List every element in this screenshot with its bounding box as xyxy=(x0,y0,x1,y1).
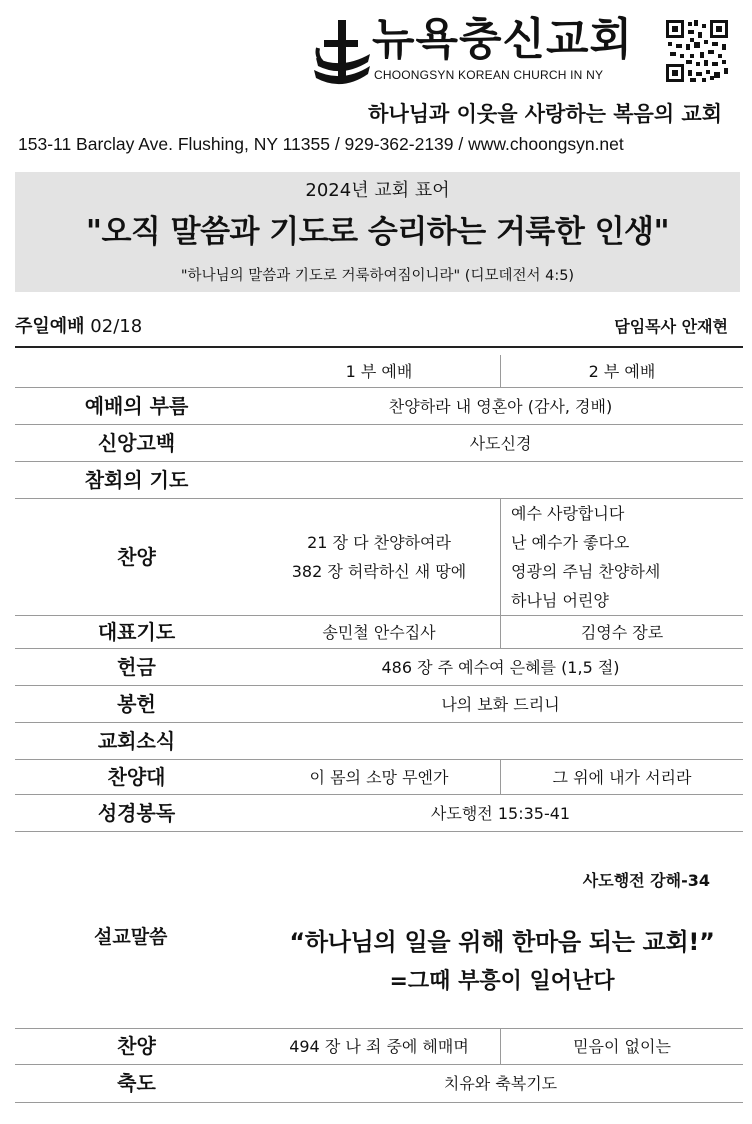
order-row-call-to-worship xyxy=(15,388,743,425)
closing-hymn-col2: 믿음이 없이는 xyxy=(500,1029,743,1064)
senior-pastor: 담임목사 안재현 xyxy=(614,317,728,336)
col1-header: 1 부 예배 xyxy=(345,361,413,381)
sermon-series: 사도행전 강해-34 xyxy=(582,871,710,890)
order-row-creed xyxy=(15,425,743,462)
order-label: 교회소식 xyxy=(97,728,176,753)
prayer-col1: 송민철 안수집사 xyxy=(322,622,436,642)
song-line: 예수 사랑합니다 xyxy=(511,504,625,523)
order-row-scripture xyxy=(15,795,743,832)
qr-code-icon xyxy=(666,20,728,82)
service-date: 02/18 xyxy=(90,316,143,337)
song-line: 하나님 어린양 xyxy=(511,591,609,610)
order-value: 사도행전 15:35-41 xyxy=(430,803,571,823)
order-label: 신앙고백 xyxy=(97,430,176,455)
motto-verse: "하나님의 말씀과 기도로 거룩하여짐이니라" (디모데전서 4:5) xyxy=(180,268,575,284)
order-row-dedication xyxy=(15,686,743,723)
motto-banner xyxy=(15,172,740,292)
praise-col1 xyxy=(258,499,500,615)
order-label: 대표기도 xyxy=(97,619,176,644)
order-label: 예배의 부름 xyxy=(84,393,189,418)
sermon-label: 설교말씀 xyxy=(94,926,168,948)
choir-col2: 그 위에 내가 서리라 xyxy=(500,760,743,794)
motto-title: "오직 말씀과 기도로 승리하는 거룩한 인생" xyxy=(85,214,670,250)
order-label: 찬양대 xyxy=(107,764,166,789)
song-line: 난 예수가 좋다오 xyxy=(511,533,630,552)
order-label: 성경봉독 xyxy=(97,800,176,825)
order-label: 참회의 기도 xyxy=(84,467,189,492)
church-name-english: CHOONGSYN KOREAN CHURCH IN NY xyxy=(374,68,604,82)
col2-header: 2 부 예배 xyxy=(500,355,743,387)
order-row-prayer xyxy=(15,616,743,649)
church-address: 153-11 Barclay Ave. Flushing, NY 11355 / 929-362-2139 / www.choongsyn.net xyxy=(18,134,624,154)
order-value: 치유와 축복기도 xyxy=(443,1074,558,1093)
prayer-col2: 김영수 장로 xyxy=(500,616,743,648)
order-label: 봉헌 xyxy=(117,691,156,716)
service-name: 주일예배 xyxy=(15,316,85,337)
song-line: 영광의 주님 찬양하세 xyxy=(511,562,661,581)
order-row-choir xyxy=(15,760,743,795)
order-row-announcements xyxy=(15,723,743,760)
closing-row-hymn xyxy=(15,1029,743,1065)
sermon-title: “하나님의 일을 위해 한마음 되는 교회!” xyxy=(289,928,715,956)
order-label: 헌금 xyxy=(117,654,156,679)
praise-col2 xyxy=(500,499,743,615)
order-label: 축도 xyxy=(117,1071,156,1095)
order-value: 486 장 주 예수여 은혜를 (1,5 절) xyxy=(381,657,620,677)
closing-row-benediction xyxy=(15,1065,743,1103)
order-value: 나의 보화 드리니 xyxy=(441,694,560,714)
church-slogan: 하나님과 이웃을 사랑하는 복음의 교회 xyxy=(368,102,722,126)
divider xyxy=(15,346,743,348)
cross-ship-logo-icon xyxy=(312,18,372,88)
service-title xyxy=(15,312,142,338)
church-name: 뉴욕충신교회 xyxy=(372,14,634,65)
order-label: 찬양 xyxy=(117,1034,156,1058)
order-row-confession xyxy=(15,462,743,499)
order-value: 사도신경 xyxy=(469,433,532,453)
motto-year-label: 2024년 교회 표어 xyxy=(305,180,450,201)
order-label: 찬양 xyxy=(117,544,156,569)
table-header-row xyxy=(15,355,743,388)
order-row-offering xyxy=(15,649,743,686)
closing-hymn-col1: 494 장 나 죄 중에 헤매며 xyxy=(289,1037,469,1056)
order-value: 찬양하라 내 영혼아 (감사, 경배) xyxy=(388,396,613,416)
sermon-subtitle: =그때 부흥이 일어난다 xyxy=(389,969,615,994)
hymn-line: 21 장 다 찬양하여라 xyxy=(307,533,451,552)
hymn-line: 382 장 허락하신 새 땅에 xyxy=(291,562,467,581)
order-row-praise xyxy=(15,499,743,616)
choir-col1: 이 몸의 소망 무엔가 xyxy=(309,767,449,787)
